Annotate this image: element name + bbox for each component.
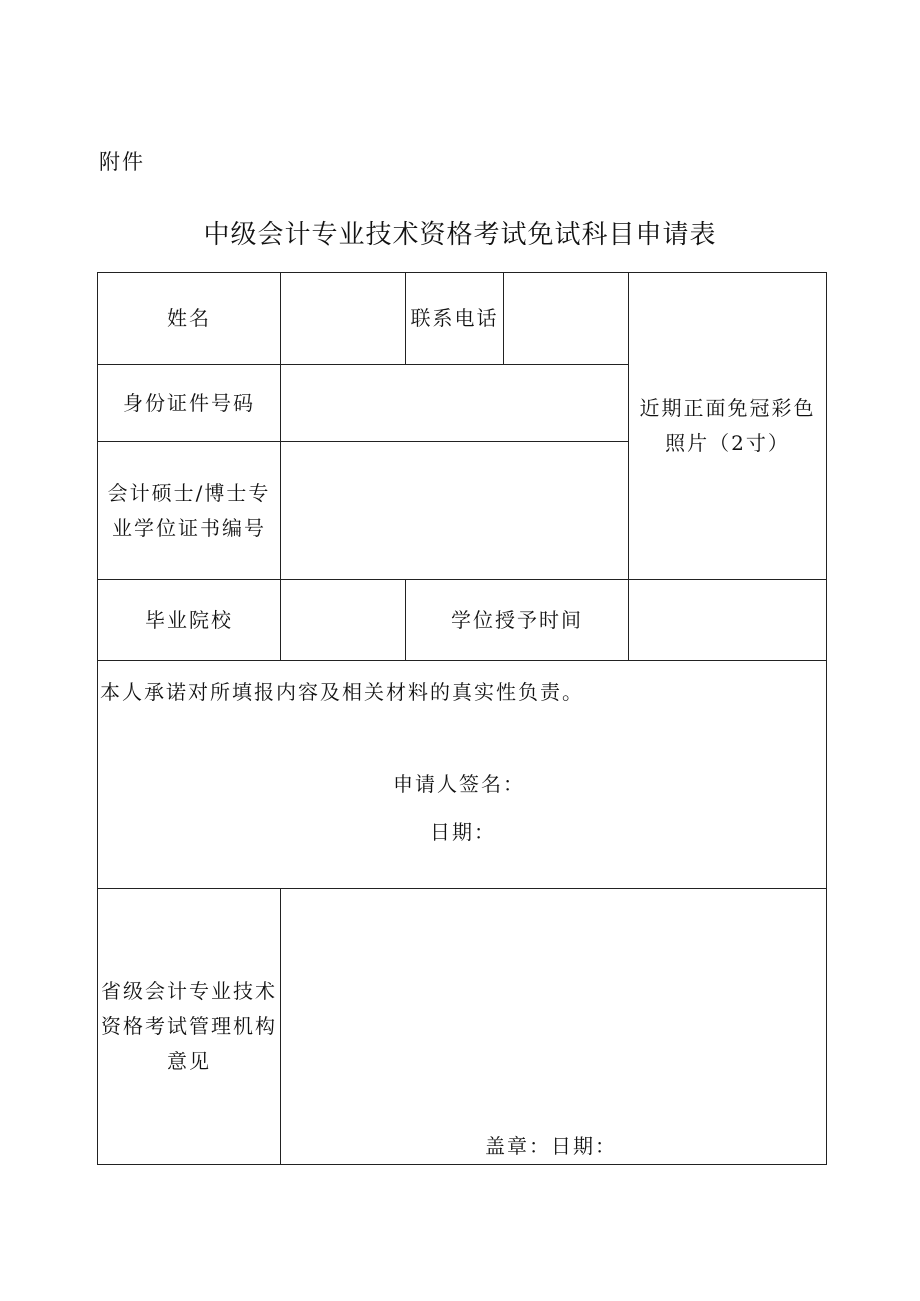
pledge-section xyxy=(98,661,827,889)
applicant-date-label: 日期： xyxy=(430,820,496,844)
form-title: 中级会计专业技术资格考试免试科目申请表 xyxy=(203,220,717,250)
id-number-label: 身份证件号码 xyxy=(98,365,281,442)
photo-area[interactable] xyxy=(629,273,827,580)
name-field[interactable] xyxy=(281,273,406,365)
photo-label: 近期正面免冠彩色照片（2寸） xyxy=(639,396,816,455)
degree-certificate-field[interactable] xyxy=(281,442,629,580)
id-number-field[interactable] xyxy=(281,365,629,442)
authority-opinion-field[interactable] xyxy=(281,889,827,1165)
phone-label: 联系电话 xyxy=(406,273,504,365)
application-form-table xyxy=(97,272,827,1165)
authority-opinion-label: 省级会计专业技术资格考试管理机构意见 xyxy=(98,889,281,1165)
name-label: 姓名 xyxy=(98,273,281,365)
degree-date-field[interactable] xyxy=(629,580,827,661)
pledge-text: 本人承诺对所填报内容及相关材料的真实性负责。 xyxy=(100,680,584,704)
stamp-date-label: 盖章：日期： xyxy=(485,1134,617,1158)
school-label: 毕业院校 xyxy=(98,580,281,661)
degree-certificate-label: 会计硕士/博士专业学位证书编号 xyxy=(98,442,281,580)
applicant-signature-label: 申请人签名： xyxy=(393,772,525,796)
school-field[interactable] xyxy=(281,580,406,661)
degree-date-label: 学位授予时间 xyxy=(406,580,629,661)
attachment-label: 附件 xyxy=(99,150,145,174)
phone-field[interactable] xyxy=(504,273,629,365)
